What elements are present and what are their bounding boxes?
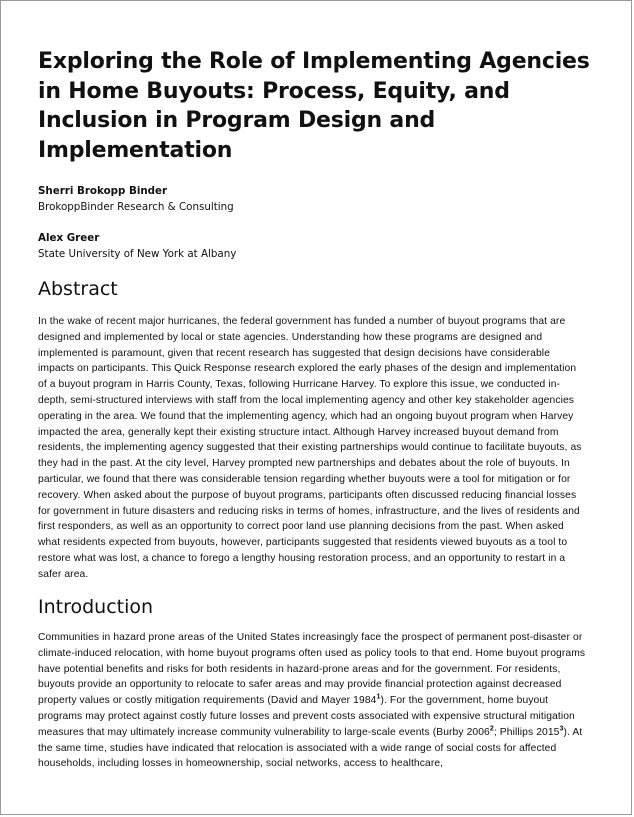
author-name: Sherri Brokopp Binder [38, 185, 168, 197]
intro-text: ; Phillips 2015 [493, 726, 560, 738]
author-block [38, 183, 598, 215]
citation-superscript: 3 [559, 725, 564, 733]
citation-superscript: 2 [489, 725, 494, 733]
abstract-heading: Abstract [38, 278, 118, 300]
abstract-paragraph: In the wake of recent major hurricanes, the federal government has funded a number of buyout programs that are designed and implemented by local or state agencies. Understanding how these programs are designed and implemented is paramount, given that recent research has suggested that design decisions have considerable impacts on participants. This Quick Response research explored the early phases of the design and implementation of a buyout program in Harris County, Texas, following Hurricane Harvey. To explore this issue, we conducted in-depth, semi-structured interviews with staff from the local implementing agency and other key stakeholder agencies operating in the area. We found that the implementing agency, which had an ongoing buyout program when Harvey impacted the area, generally kept their existing structure intact. Although Harvey increased buyout demand from residents, the implementing agency suggested that their existing partnerships would continue to facilitate buyouts, as they had in the past. At the city level, Harvey prompted new partnerships and debates about the role of buyouts. In particular, we found that there was considerable tension regarding whether buyouts were a tool for mitigation or for recovery. When asked about the purpose of buyout programs, participants often discussed reducing financial losses for government in future disasters and reducing risks in terms of homes, infrastructure, and the lives of residents and first responders, as well as an opportunity to correct poor land use planning decisions from the past. When asked what residents expected from buyouts, however, participants suggested that residents viewed buyouts as a tool to restore what was lost, a chance to forego a lengthy housing restoration process, and an opportunity to restart in a safer area. [38, 316, 582, 580]
paper-title: Exploring the Role of Implementing Agencies in Home Buyouts: Process, Equity, and Inclusion in Program Design and Implementation [38, 49, 590, 163]
intro-text: Communities in hazard prone areas of the United States increasingly face the prospect of permanent post-disaster or climate-induced relocation, with home buyout programs often used as policy tools to that end. Home buyout programs have potential benefits and risks for both residents in hazard-prone areas and for the government. For residents, buyouts provide an opportunity to relocate to safer areas and may provide financial protection against decreased property values or costly mitigation requirements (David and Mayer 1984 [38, 632, 586, 707]
introduction-paragraph [38, 630, 586, 772]
author-affiliation: BrokoppBinder Research & Consulting [38, 201, 234, 213]
introduction-heading: Introduction [38, 596, 154, 618]
intro-text: ). At the same time, studies have indicated that relocation is associated with a wide range of social costs for affected households, including losses in homeownership, social networks, access to healthcare, [38, 726, 583, 770]
author-affiliation: State University of New York at Albany [38, 248, 237, 260]
intro-text: ). For the government, home buyout programs may protect against costly future losses and prevent costs associated with expensive structural mitigation measures that may ultimately increase community vulnerability to large-scale events (Burby 2006 [38, 695, 575, 738]
author-block [38, 230, 598, 262]
citation-superscript: 1 [376, 693, 381, 701]
author-name: Alex Greer [38, 232, 100, 244]
